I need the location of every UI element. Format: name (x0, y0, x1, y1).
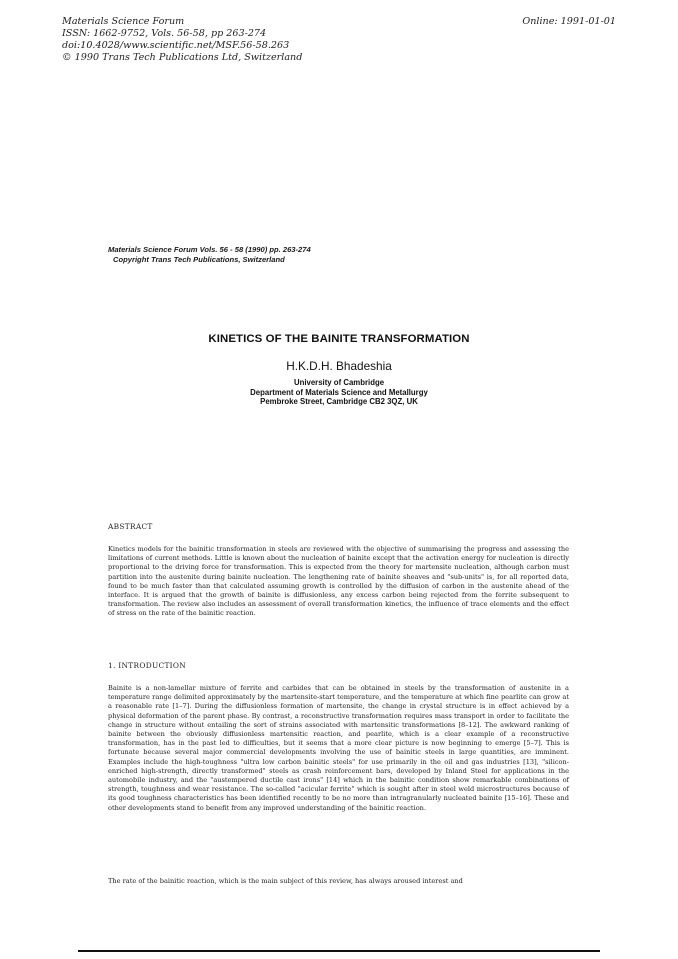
paper-author: H.K.D.H. Bhadeshia (286, 359, 392, 373)
abstract-text: Kinetics models for the bainitic transformation in steels are reviewed with the objective of summarising the progress and assessing the limitations of current methods. Little is known about the nucleation of bainite except that the activation energy for nucleation is directly proportional to the driving force for transformation. This is expected from the theory for martensite nucleation, although carbon must partition into the austenite during bainite nucleation. The lengthening rate of bainite sheaves and "sub-units" is, for all reported data, found to be much faster than that calculated assuming growth is controlled by the diffusion of carbon in the austenite ahead of the interface. It is argued that the growth of bainite is diffusionless, any excess carbon being rejected from the ferrite subsequent to transformation. The review also includes an assessment of overall transformation kinetics, the influence of trace elements and the effect of stress on the rate of the bainitic reaction. (108, 545, 569, 618)
meta-copyright: © 1990 Trans Tech Publications Ltd, Switzerland (62, 52, 303, 63)
publication-metadata (62, 16, 302, 64)
affiliation-university: University of Cambridge (293, 378, 385, 387)
journal-volume-line: Materials Science Forum Vols. 56 - 58 (1990) pp. 263-274 (108, 245, 311, 254)
paper-title: KINETICS OF THE BAINITE TRANSFORMATION (208, 333, 470, 345)
journal-copyright-line: Copyright Trans Tech Publications, Switzerland (113, 255, 285, 264)
online-date: Online: 1991-01-01 (522, 16, 616, 27)
affiliation-department: Department of Materials Science and Metallurgy (250, 387, 428, 397)
journal-citation (108, 245, 311, 265)
footer-rule (78, 950, 600, 952)
meta-journal: Materials Science Forum (62, 16, 185, 27)
author-affiliation (0, 378, 678, 407)
meta-doi: doi:10.4028/www.scientific.net/MSF.56-58.263 (62, 40, 290, 51)
introduction-heading: 1. INTRODUCTION (108, 661, 187, 670)
abstract-heading: ABSTRACT (108, 522, 153, 531)
meta-issn: ISSN: 1662-9752, Vols. 56-58, pp 263-274 (62, 28, 267, 39)
introduction-paragraph-1: Bainite is a non-lamellar mixture of ferrite and carbides that can be obtained in steels by the transformation of austenite in a temperature range delimited approximately by the martensite-start temperature, and the temperature at which fine pearlite can grow at a reasonable rate [1–7]. During the diffusionless formation of martensite, the change in crystal structure is in effect achieved by a physical deformation of the parent phase. By contrast, a reconstructive transformation requires mass transport in order to facilitate the change in structure without entailing the sort of strains associated with martensitic transformations [8–12]. The awkward ranking of bainite between the obviously diffusionless martensitic reaction, and pearlite, which is a clear example of a reconstructive transformation, has in the past led to difficulties, but it seems that a more clear picture is now beginning to emerge [5–7]. This is fortunate because several major commercial developments involving the use of bainitic steels in large quantities, are imminent. Examples include the high-toughness "ultra low carbon bainitic steels" for use primarily in the oil and gas industries [13], "silicon-enriched high-strength, directly transformed" steels as crash reinforcement bars, developed by Inland Steel for applications in the automobile industry, and the "austempered ductile cast irons" [14] which in the bainitic condition show remarkable combinations of strength, toughness and wear resistance. The so-called "acicular ferrite" which is sought after in steel weld microstructures because of its good toughness characteristics has been identified recently to be no more than intragranularly nucleated bainite [15–16]. These and other developments stand to benefit from any improved understanding of the bainitic reaction. (108, 684, 569, 812)
introduction-paragraph-2: The rate of the bainitic reaction, which is the main subject of this review, has always aroused interest and (108, 877, 463, 885)
affiliation-address: Pembroke Street, Cambridge CB2 3QZ, UK (260, 397, 418, 407)
